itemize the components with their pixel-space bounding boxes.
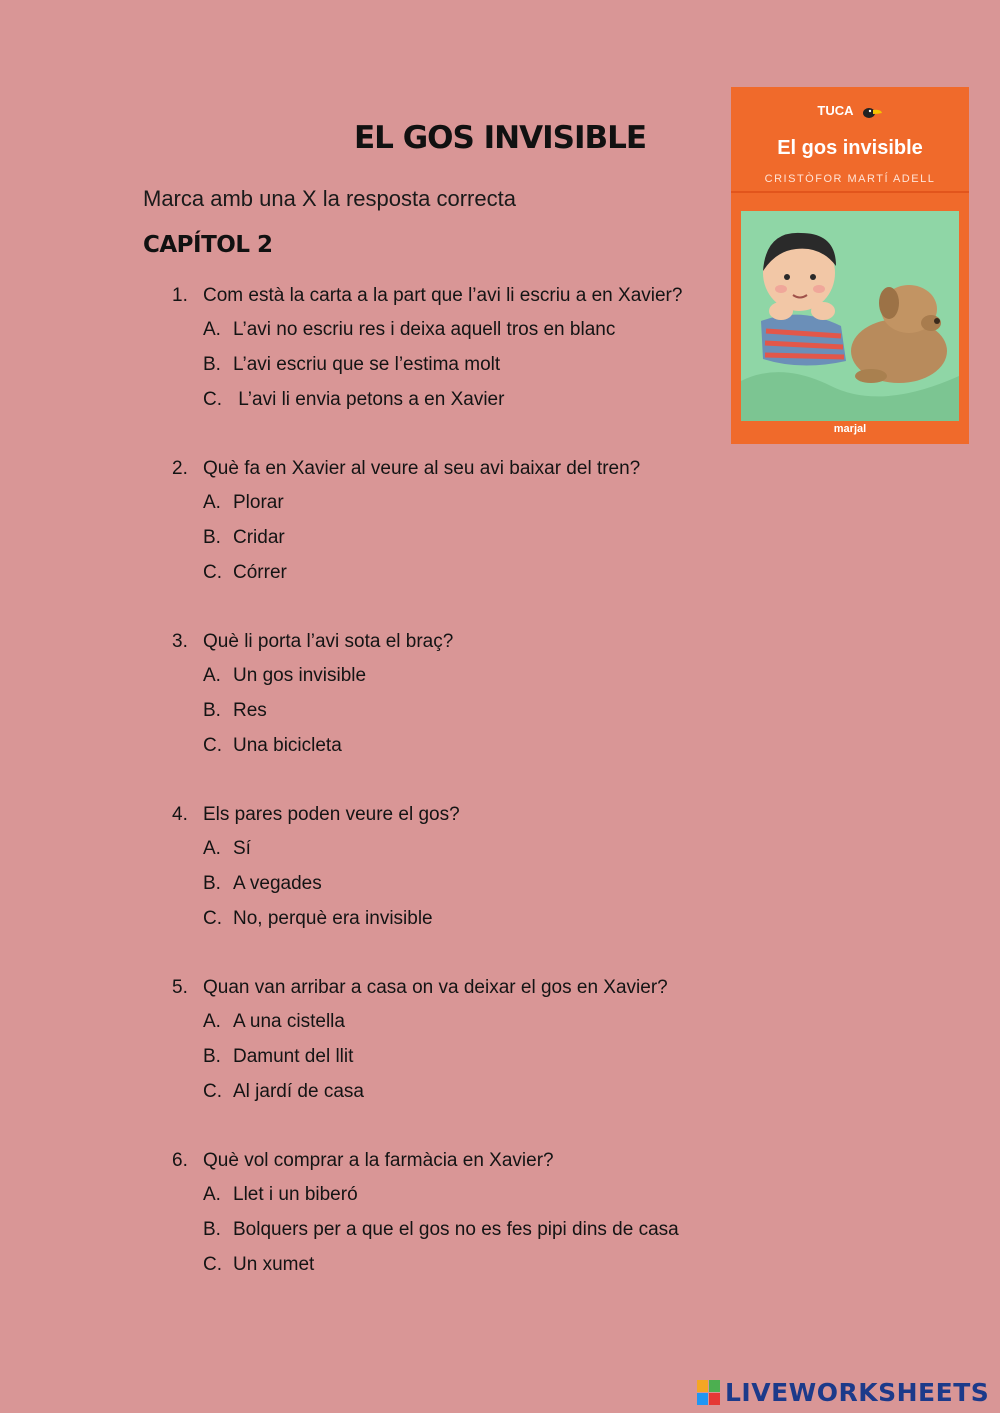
option-text: Un xumet (233, 1254, 315, 1275)
option-letter: B. (203, 354, 221, 375)
option-letter: C. (203, 1081, 222, 1102)
instruction-text: Marca amb una X la resposta correcta (143, 186, 516, 211)
liveworksheets-logo (697, 1378, 989, 1407)
answer-option[interactable] (203, 1011, 732, 1046)
answer-option[interactable] (203, 1254, 732, 1289)
question-text: Quan van arribar a casa on va deixar el gos en Xavier? (203, 977, 668, 998)
question-text: Els pares poden veure el gos? (203, 804, 460, 825)
question-5 (172, 977, 732, 1116)
answer-option[interactable] (203, 562, 732, 597)
option-letter: B. (203, 1219, 221, 1240)
option-letter: A. (203, 1011, 221, 1032)
footer-logo-text: LIVEWORKSHEETS (725, 1378, 990, 1407)
question-number: 1. (172, 285, 188, 306)
answer-option[interactable] (203, 1081, 732, 1116)
question-number: 3. (172, 631, 188, 652)
liveworksheets-icon (697, 1380, 721, 1406)
option-letter: A. (203, 838, 221, 859)
option-letter: A. (203, 492, 221, 513)
answer-option[interactable] (203, 873, 732, 908)
option-text: Un gos invisible (233, 665, 367, 686)
answer-option[interactable] (203, 389, 732, 424)
option-letter: C. (203, 908, 222, 929)
option-text: Damunt del llit (233, 1046, 354, 1067)
question-text: Com està la carta a la part que l’avi li escriu a en Xavier? (203, 285, 683, 306)
answer-option[interactable] (203, 735, 732, 770)
question-text: Què li porta l’avi sota el braç? (203, 631, 454, 652)
question-6 (172, 1150, 732, 1289)
cover-publisher: marjal (833, 423, 867, 435)
option-text: Al jardí de casa (233, 1081, 364, 1102)
answer-option[interactable] (203, 700, 732, 735)
option-letter: B. (203, 527, 221, 548)
worksheet-title: EL GOS INVISIBLE (353, 120, 647, 156)
question-text: Què fa en Xavier al veure al seu avi baixar del tren? (203, 458, 641, 479)
question-4 (172, 804, 732, 943)
question-text: Què vol comprar a la farmàcia en Xavier? (203, 1150, 554, 1171)
option-text: Llet i un biberó (233, 1184, 358, 1205)
option-letter: B. (203, 873, 221, 894)
question-number: 4. (172, 804, 188, 825)
answer-option[interactable] (203, 908, 732, 943)
cover-divider (731, 191, 969, 193)
option-letter: C. (203, 562, 222, 583)
question-number: 5. (172, 977, 188, 998)
series-logo (731, 103, 969, 119)
question-2 (172, 458, 732, 597)
question-list (172, 285, 732, 1323)
option-text: No, perquè era invisible (233, 908, 433, 929)
question-number: 2. (172, 458, 188, 479)
book-cover-image (731, 87, 969, 444)
option-text: A vegades (233, 873, 322, 894)
boy-and-dog-illustration (741, 211, 959, 421)
cover-author: CRISTÒFOR MARTÍ ADELL (764, 173, 936, 185)
answer-option[interactable] (203, 354, 732, 389)
option-text: Res (233, 700, 267, 721)
answer-option[interactable] (203, 665, 732, 700)
answer-option[interactable] (203, 527, 732, 562)
option-text: L’avi no escriu res i deixa aquell tros en blanc (233, 319, 616, 340)
option-text: L’avi escriu que se l’estima molt (233, 354, 501, 375)
answer-option[interactable] (203, 492, 732, 527)
option-letter: A. (203, 1184, 221, 1205)
answer-option[interactable] (203, 319, 732, 354)
option-text: Plorar (233, 492, 284, 513)
option-text: L’avi li envia petons a en Xavier (233, 389, 505, 410)
cover-illustration (741, 211, 959, 421)
answer-option[interactable] (203, 1219, 732, 1254)
option-letter: C. (203, 1254, 222, 1275)
option-text: Córrer (233, 562, 287, 583)
answer-option[interactable] (203, 838, 732, 873)
toucan-icon (861, 105, 883, 119)
cover-title: El gos invisible (777, 137, 923, 159)
option-text: Cridar (233, 527, 285, 548)
option-text: Sí (233, 838, 251, 859)
option-text: Bolquers per a que el gos no es fes pipi dins de casa (233, 1219, 679, 1240)
question-1 (172, 285, 732, 424)
answer-option[interactable] (203, 1046, 732, 1081)
option-letter: C. (203, 389, 222, 410)
option-text: Una bicicleta (233, 735, 342, 756)
series-name: TUCA (817, 103, 853, 118)
option-letter: C. (203, 735, 222, 756)
option-letter: B. (203, 1046, 221, 1067)
option-text: A una cistella (233, 1011, 345, 1032)
option-letter: A. (203, 319, 221, 340)
option-letter: A. (203, 665, 221, 686)
question-3 (172, 631, 732, 770)
chapter-heading: CAPÍTOL 2 (143, 232, 273, 258)
question-number: 6. (172, 1150, 188, 1171)
answer-option[interactable] (203, 1184, 732, 1219)
option-letter: B. (203, 700, 221, 721)
